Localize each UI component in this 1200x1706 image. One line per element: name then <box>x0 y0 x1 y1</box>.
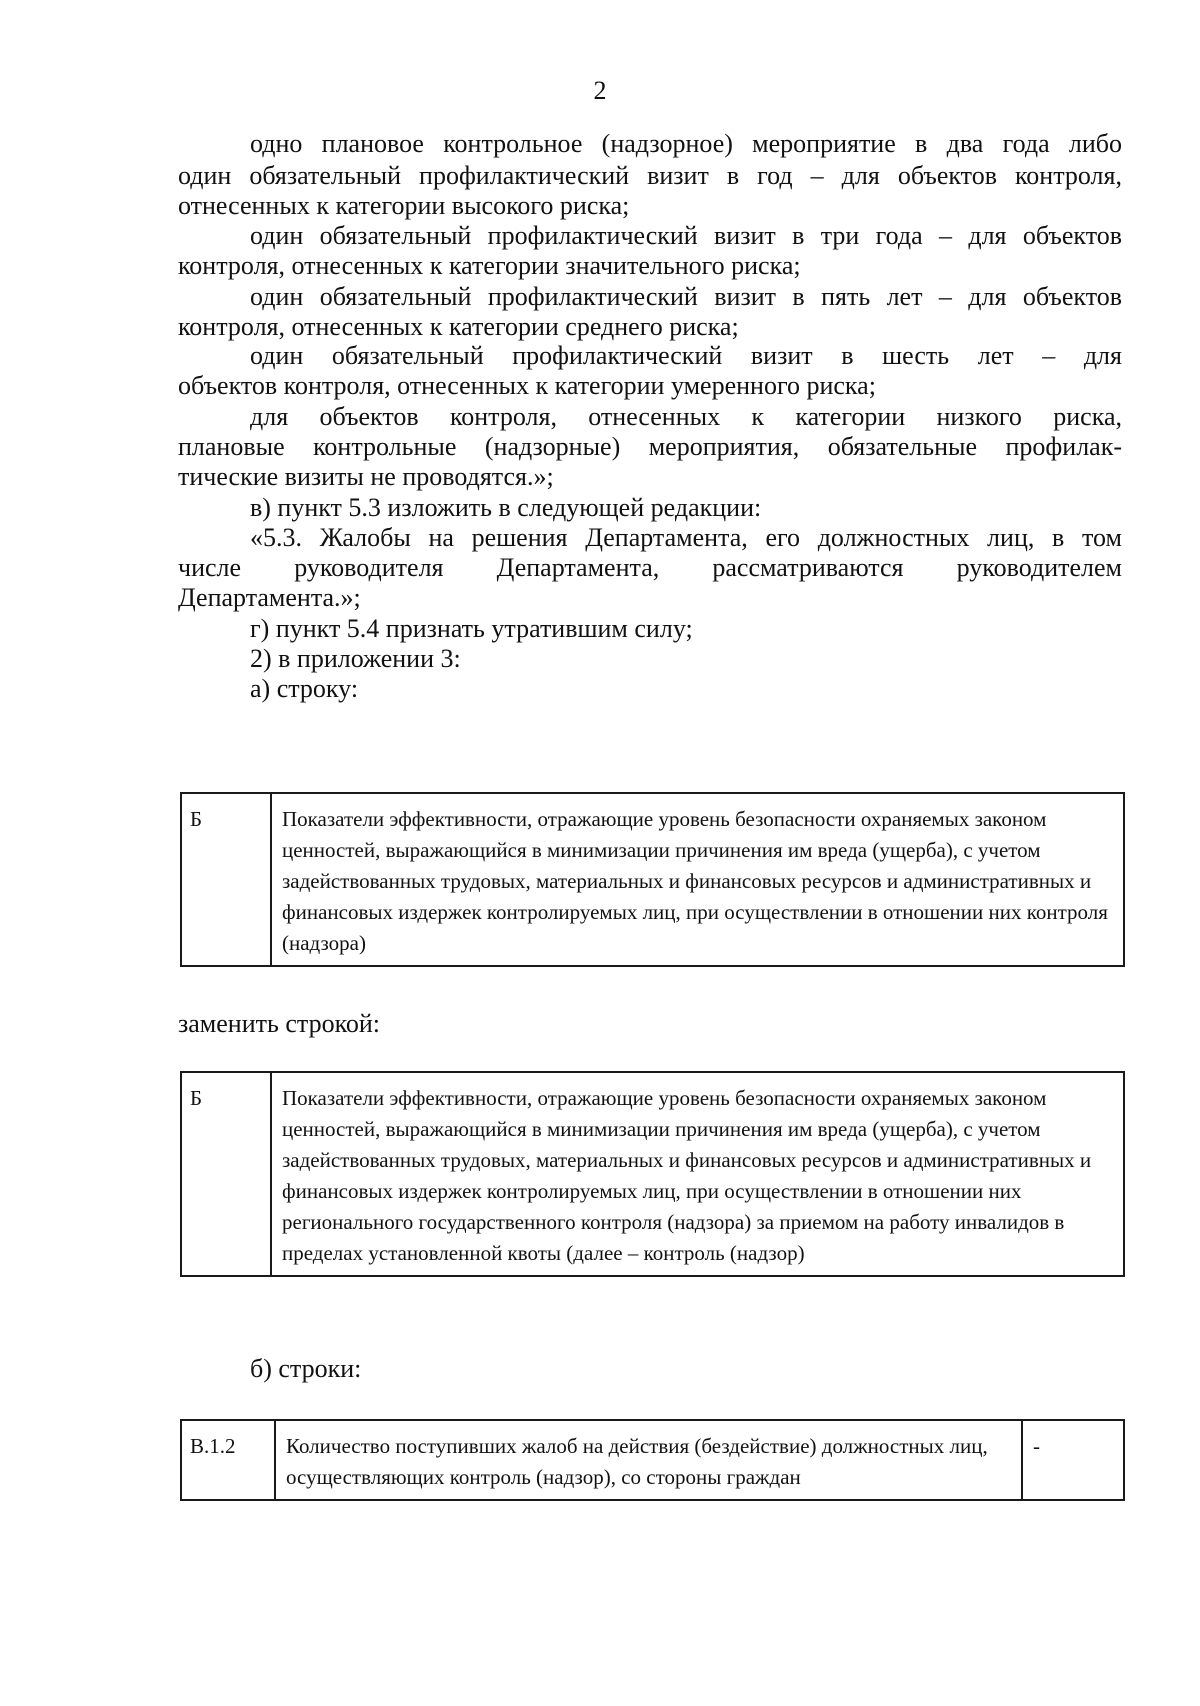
table-cell-text: Количество поступивших жалоб на действия (бездействие) должностных лиц, осуществляющих контроль (надзор), со стороны граждан <box>275 1420 1022 1500</box>
table-row <box>181 1420 1124 1500</box>
table-cell-code: Б <box>181 1072 271 1276</box>
paragraph-line: «5.3. Жалобы на решения Департамента, его должностных лиц, в том <box>250 523 1122 552</box>
paragraph-line: плановые контрольные (надзорные) мероприятия, обязательные профилак- <box>178 432 1122 461</box>
paragraph-line: числе руководителя Департамента, рассматриваются руководителем <box>178 553 1122 582</box>
paragraph-line: отнесенных к категории высокого риска; <box>178 191 630 220</box>
paragraph-line: для объектов контроля, отнесенных к категории низкого риска, <box>250 402 1122 431</box>
table-cell-text: Показатели эффективности, отражающие уровень безопасности охраняемых законом ценностей, выражающийся в минимизации причинения им вреда (ущерба), с учетом задействованных трудовых, материальных и финансовых ресурсов и административных и финансовых издержек контролируемых лиц, при осуществлении в отношении них контроля (надзора) <box>271 793 1124 966</box>
table-cell-code: Б <box>181 793 271 966</box>
paragraph-line: а) строку: <box>250 674 359 703</box>
paragraph-line: в) пункт 5.3 изложить в следующей редакции: <box>250 493 762 522</box>
paragraph-line: объектов контроля, отнесенных к категории умеренного риска; <box>178 371 876 400</box>
paragraph-line: 2) в приложении 3: <box>250 644 461 673</box>
rows-label: б) строки: <box>250 1354 362 1383</box>
page-number: 2 <box>593 76 607 105</box>
table-cell-code: В.1.2 <box>181 1420 275 1500</box>
paragraph-line: контроля, отнесенных к категории среднего риска; <box>178 312 739 341</box>
table-rows <box>180 1419 1125 1501</box>
paragraph-line: тические визиты не проводятся.»; <box>178 462 554 491</box>
table-new-row <box>180 1071 1125 1277</box>
paragraph-line: один обязательный профилактический визит в год – для объектов контроля, <box>178 161 1122 190</box>
table-row <box>181 793 1124 966</box>
table-old-row <box>180 792 1125 967</box>
paragraph-line: Департамента.»; <box>178 583 361 612</box>
table-cell-text: Показатели эффективности, отражающие уровень безопасности охраняемых законом ценностей, выражающийся в минимизации причинения им вреда (ущерба), с учетом задействованных трудовых, материальных и финансовых ресурсов и административных и финансовых издержек контролируемых лиц, при осуществлении в отношении них регионального государственного контроля (надзора) за приемом на работу инвалидов в пределах установленной квоты (далее – контроль (надзор) <box>271 1072 1124 1276</box>
table-cell-value: - <box>1022 1420 1124 1500</box>
paragraph-line: один обязательный профилактический визит в шесть лет – для <box>250 341 1122 370</box>
paragraph-line: один обязательный профилактический визит в пять лет – для объектов <box>250 282 1122 311</box>
replace-with-label: заменить строкой: <box>178 1009 381 1038</box>
table-row <box>181 1072 1124 1276</box>
paragraph-line: один обязательный профилактический визит в три года – для объектов <box>250 221 1122 250</box>
paragraph-line: г) пункт 5.4 признать утратившим силу; <box>250 614 693 643</box>
paragraph-line: контроля, отнесенных к категории значительного риска; <box>178 251 801 280</box>
paragraph-line: одно плановое контрольное (надзорное) мероприятие в два года либо <box>250 129 1122 158</box>
